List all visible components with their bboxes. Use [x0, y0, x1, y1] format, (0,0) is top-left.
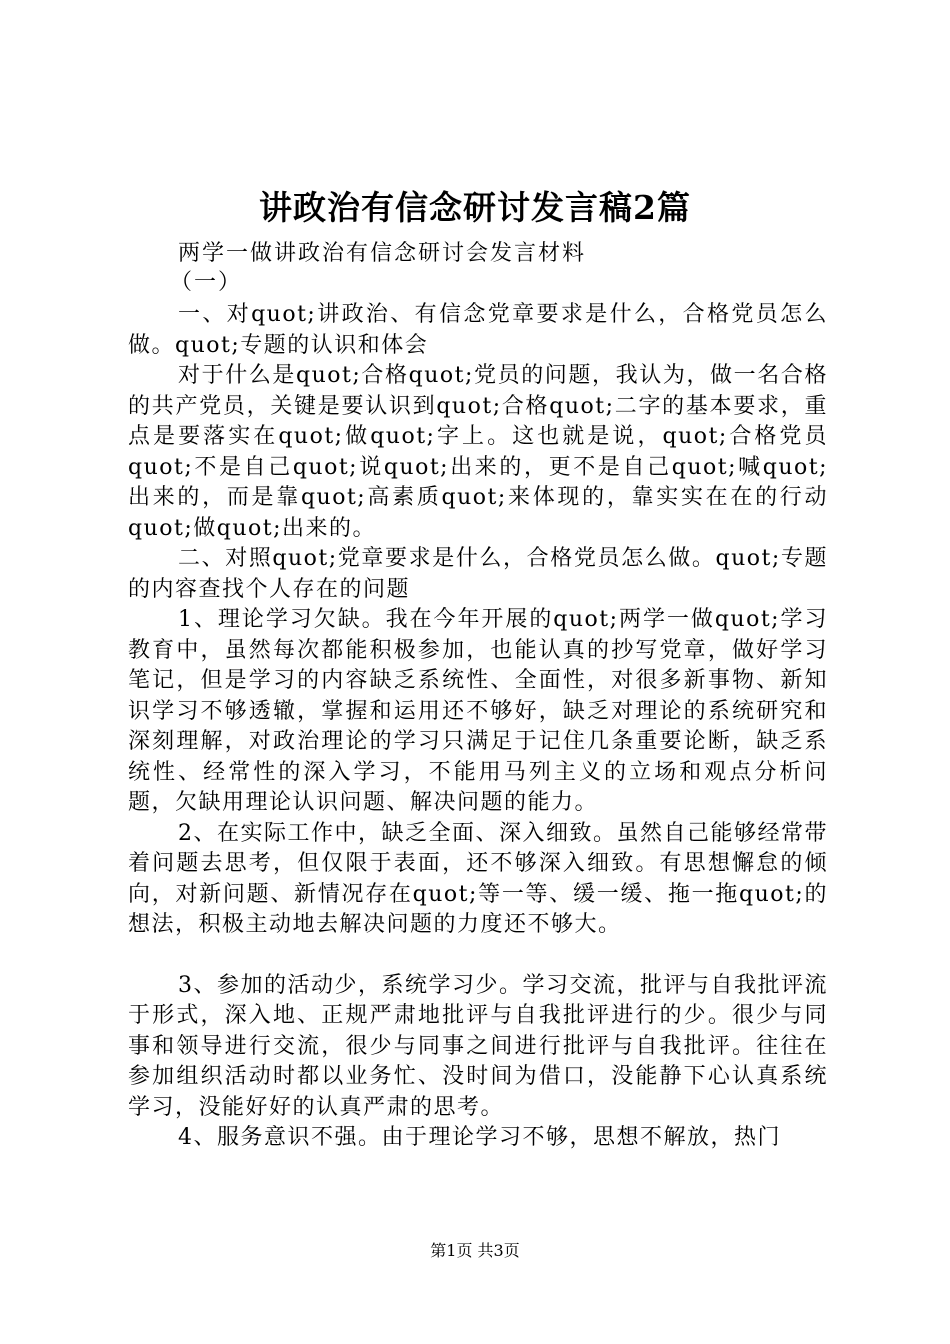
paragraph: 一、对quot;讲政治、有信念党章要求是什么，合格党员怎么做。quot;专题的认识和体会 — [128, 302, 828, 358]
paragraph: 3、参加的活动少，系统学习少。学习交流，批评与自我批评流于形式，深入地、正规严肃地批评与自我批评进行的少。很少与同事和领导进行交流，很少与同事之间进行批评与自我批评。往往在参加组织活动时都以业务忙、没时间为借口，没能静下心认真系统学习，没能好好的认真严肃的思考。 — [128, 972, 828, 1120]
document-title: 讲政治有信念研讨发言稿2篇 — [259, 188, 691, 227]
paragraph: 二、对照quot;党章要求是什么，合格党员怎么做。quot;专题的内容查找个人存在的问题 — [128, 546, 828, 602]
part-label: （一） — [170, 270, 243, 295]
document-body — [128, 300, 828, 1154]
paragraph: 4、服务意识不强。由于理论学习不够，思想不解放，热门 — [178, 1125, 781, 1150]
page-footer: 第1页 共3页 — [430, 1241, 520, 1260]
document-subtitle: 两学一做讲政治有信念研讨会发言材料 — [178, 241, 587, 266]
paragraph: 2、在实际工作中，缺乏全面、深入细致。虽然自己能够经常带着问题去思考，但仅限于表面，还不够深入细致。有思想懈怠的倾向，对新问题、新情况存在quot;等一等、缓一缓、拖一拖quot;的想法，积极主动地去解决问题的力度还不够大。 — [128, 820, 828, 937]
paragraph: 1、理论学习欠缺。我在今年开展的quot;两学一做quot;学习教育中，虽然每次都能积极参加，也能认真的抄写党章，做好学习笔记，但是学习的内容缺乏系统性、全面性，对很多新事物、新知识学习不够透辙，掌握和运用还不够好，缺乏对理论的系统研究和深刻理解，对政治理论的学习只满足于记住几条重要论断，缺乏系统性、经常性的深入学习，不能用马列主义的立场和观点分析问题，欠缺用理论认识问题、解决问题的能力。 — [128, 607, 828, 815]
paragraph: 对于什么是quot;合格quot;党员的问题，我认为，做一名合格的共产党员，关键是要认识到quot;合格quot;二字的基本要求，重点是要落实在quot;做quot;字上。这也就是说，quot;合格党员quot;不是自己quot;说quot;出来的，更不是自己quot;喊quot;出来的，而是靠quot;高素质quot;来体现的，靠实实在在的行动quot;做quot;出来的。 — [128, 363, 828, 541]
